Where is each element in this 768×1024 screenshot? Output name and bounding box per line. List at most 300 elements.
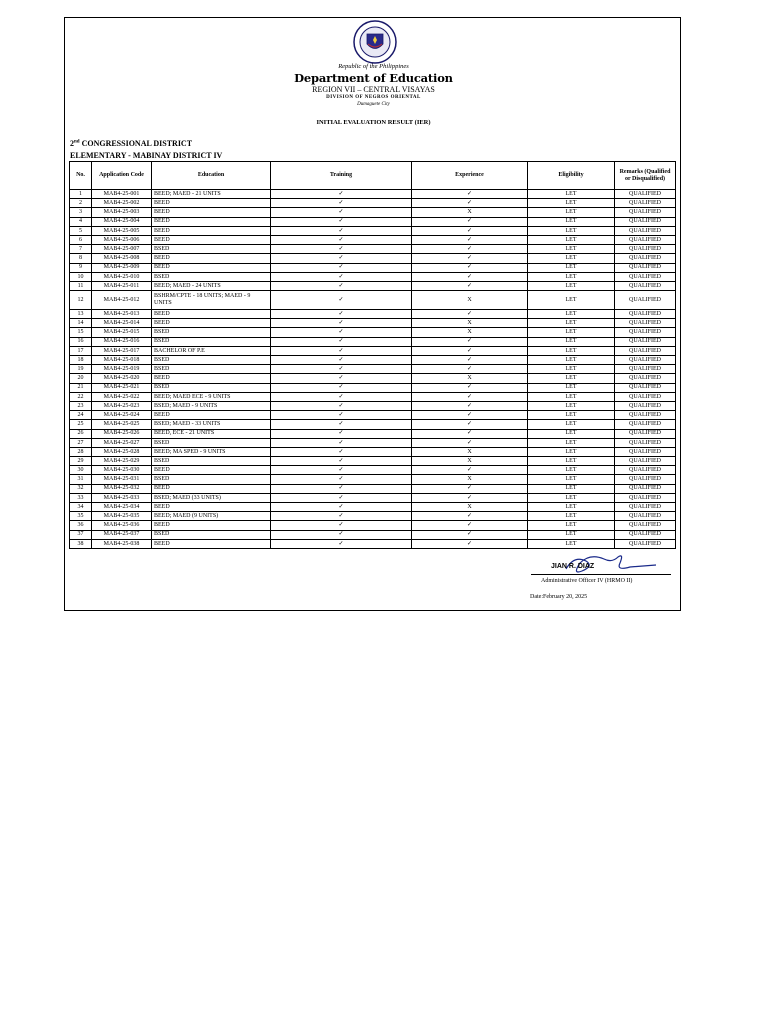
cell-application-code: MAB4-25-034 bbox=[92, 503, 152, 512]
cell-experience: ✓ bbox=[412, 199, 528, 208]
cell-training: ✓ bbox=[271, 356, 412, 365]
col-header-no: No. bbox=[70, 162, 92, 190]
cell-training: ✓ bbox=[271, 466, 412, 475]
cell-experience: X bbox=[412, 374, 528, 383]
cell-eligibility: LET bbox=[528, 457, 615, 466]
cell-experience: ✓ bbox=[412, 235, 528, 244]
cell-remarks: QUALIFIED bbox=[615, 475, 676, 484]
cell-application-code: MAB4-25-026 bbox=[92, 429, 152, 438]
cell-remarks: QUALIFIED bbox=[615, 346, 676, 355]
cell-eligibility: LET bbox=[528, 530, 615, 539]
cell-eligibility: LET bbox=[528, 190, 615, 199]
table-row bbox=[70, 530, 676, 539]
cell-education: BSED bbox=[152, 328, 271, 337]
cell-remarks: QUALIFIED bbox=[615, 539, 676, 548]
cell-experience: ✓ bbox=[412, 512, 528, 521]
congressional-district-heading: 2nd CONGRESSIONAL DISTRICT bbox=[70, 139, 193, 148]
cell-application-code: MAB4-25-023 bbox=[92, 401, 152, 410]
cell-no: 26 bbox=[70, 429, 92, 438]
cell-education: BSED bbox=[152, 245, 271, 254]
table-row bbox=[70, 291, 676, 310]
table-row bbox=[70, 190, 676, 199]
cell-education: BEED bbox=[152, 235, 271, 244]
department-title: Department of Education bbox=[294, 71, 453, 85]
cell-education: BEED bbox=[152, 503, 271, 512]
cell-training: ✓ bbox=[271, 346, 412, 355]
cell-training: ✓ bbox=[271, 493, 412, 502]
cell-no: 11 bbox=[70, 281, 92, 290]
cell-education: BEED bbox=[152, 310, 271, 319]
col-header-remarks: Remarks (Qualified or Disqualified) bbox=[615, 162, 676, 190]
cell-eligibility: LET bbox=[528, 199, 615, 208]
cell-education: BSED bbox=[152, 383, 271, 392]
cell-no: 18 bbox=[70, 356, 92, 365]
cell-remarks: QUALIFIED bbox=[615, 272, 676, 281]
table-row bbox=[70, 337, 676, 346]
cell-application-code: MAB4-25-019 bbox=[92, 365, 152, 374]
cell-remarks: QUALIFIED bbox=[615, 401, 676, 410]
table-row bbox=[70, 493, 676, 502]
table-row bbox=[70, 208, 676, 217]
cell-experience: X bbox=[412, 503, 528, 512]
cell-application-code: MAB4-25-032 bbox=[92, 484, 152, 493]
cell-experience: X bbox=[412, 208, 528, 217]
table-row bbox=[70, 466, 676, 475]
cell-eligibility: LET bbox=[528, 475, 615, 484]
cell-training: ✓ bbox=[271, 447, 412, 456]
cell-remarks: QUALIFIED bbox=[615, 291, 676, 310]
cell-remarks: QUALIFIED bbox=[615, 319, 676, 328]
cell-application-code: MAB4-25-029 bbox=[92, 457, 152, 466]
cell-no: 19 bbox=[70, 365, 92, 374]
table-row bbox=[70, 429, 676, 438]
cell-education: BSED; MAED (33 UNITS) bbox=[152, 493, 271, 502]
cell-application-code: MAB4-25-014 bbox=[92, 319, 152, 328]
cell-no: 13 bbox=[70, 310, 92, 319]
cell-application-code: MAB4-25-006 bbox=[92, 235, 152, 244]
cell-remarks: QUALIFIED bbox=[615, 521, 676, 530]
cell-no: 35 bbox=[70, 512, 92, 521]
cell-application-code: MAB4-25-004 bbox=[92, 217, 152, 226]
cell-education: BEED bbox=[152, 208, 271, 217]
cell-training: ✓ bbox=[271, 291, 412, 310]
col-header-experience: Experience bbox=[412, 162, 528, 190]
table-row bbox=[70, 217, 676, 226]
cell-remarks: QUALIFIED bbox=[615, 383, 676, 392]
cell-training: ✓ bbox=[271, 438, 412, 447]
cell-no: 36 bbox=[70, 521, 92, 530]
cell-application-code: MAB4-25-030 bbox=[92, 466, 152, 475]
cell-eligibility: LET bbox=[528, 254, 615, 263]
cell-no: 6 bbox=[70, 235, 92, 244]
cell-training: ✓ bbox=[271, 208, 412, 217]
cell-eligibility: LET bbox=[528, 226, 615, 235]
cell-no: 16 bbox=[70, 337, 92, 346]
cell-application-code: MAB4-25-003 bbox=[92, 208, 152, 217]
cell-training: ✓ bbox=[271, 310, 412, 319]
cell-experience: ✓ bbox=[412, 530, 528, 539]
cell-eligibility: LET bbox=[528, 512, 615, 521]
table-row bbox=[70, 365, 676, 374]
ier-table bbox=[69, 161, 676, 549]
cell-no: 10 bbox=[70, 272, 92, 281]
cell-training: ✓ bbox=[271, 457, 412, 466]
table-row bbox=[70, 539, 676, 548]
cell-experience: ✓ bbox=[412, 310, 528, 319]
cell-experience: ✓ bbox=[412, 346, 528, 355]
cell-experience: X bbox=[412, 291, 528, 310]
cell-no: 31 bbox=[70, 475, 92, 484]
cell-experience: ✓ bbox=[412, 401, 528, 410]
cell-training: ✓ bbox=[271, 245, 412, 254]
cell-no: 17 bbox=[70, 346, 92, 355]
document-title: INITIAL EVALUATION RESULT (IER) bbox=[316, 119, 431, 126]
cell-no: 7 bbox=[70, 245, 92, 254]
table-row bbox=[70, 411, 676, 420]
cell-eligibility: LET bbox=[528, 539, 615, 548]
table-row bbox=[70, 401, 676, 410]
cell-eligibility: LET bbox=[528, 356, 615, 365]
cell-education: BEED bbox=[152, 226, 271, 235]
cell-application-code: MAB4-25-001 bbox=[92, 190, 152, 199]
cell-education: BACHELOR OF P.E bbox=[152, 346, 271, 355]
table-row bbox=[70, 503, 676, 512]
table-row bbox=[70, 457, 676, 466]
cell-remarks: QUALIFIED bbox=[615, 226, 676, 235]
cell-eligibility: LET bbox=[528, 337, 615, 346]
table-row bbox=[70, 281, 676, 290]
cell-remarks: QUALIFIED bbox=[615, 281, 676, 290]
cell-experience: ✓ bbox=[412, 281, 528, 290]
cell-remarks: QUALIFIED bbox=[615, 420, 676, 429]
cell-application-code: MAB4-25-010 bbox=[92, 272, 152, 281]
cell-training: ✓ bbox=[271, 484, 412, 493]
table-row bbox=[70, 356, 676, 365]
cell-education: BSED; MAED - 33 UNITS bbox=[152, 420, 271, 429]
cell-no: 5 bbox=[70, 226, 92, 235]
cell-remarks: QUALIFIED bbox=[615, 438, 676, 447]
cell-remarks: QUALIFIED bbox=[615, 466, 676, 475]
cell-training: ✓ bbox=[271, 420, 412, 429]
cell-education: BEED bbox=[152, 254, 271, 263]
cell-remarks: QUALIFIED bbox=[615, 235, 676, 244]
cell-eligibility: LET bbox=[528, 281, 615, 290]
cell-remarks: QUALIFIED bbox=[615, 356, 676, 365]
table-row bbox=[70, 346, 676, 355]
cell-experience: ✓ bbox=[412, 272, 528, 281]
cell-eligibility: LET bbox=[528, 208, 615, 217]
cell-education: BEED; MAED (9 UNITS) bbox=[152, 512, 271, 521]
cell-experience: ✓ bbox=[412, 263, 528, 272]
cell-training: ✓ bbox=[271, 383, 412, 392]
cell-experience: X bbox=[412, 328, 528, 337]
cell-no: 1 bbox=[70, 190, 92, 199]
cell-eligibility: LET bbox=[528, 291, 615, 310]
cell-application-code: MAB4-25-027 bbox=[92, 438, 152, 447]
cell-experience: ✓ bbox=[412, 392, 528, 401]
cell-application-code: MAB4-25-038 bbox=[92, 539, 152, 548]
cell-application-code: MAB4-25-015 bbox=[92, 328, 152, 337]
cell-education: BEED bbox=[152, 217, 271, 226]
cell-experience: ✓ bbox=[412, 356, 528, 365]
cell-training: ✓ bbox=[271, 217, 412, 226]
cell-remarks: QUALIFIED bbox=[615, 392, 676, 401]
cell-application-code: MAB4-25-005 bbox=[92, 226, 152, 235]
cell-eligibility: LET bbox=[528, 493, 615, 502]
cell-training: ✓ bbox=[271, 190, 412, 199]
cell-application-code: MAB4-25-016 bbox=[92, 337, 152, 346]
cell-remarks: QUALIFIED bbox=[615, 310, 676, 319]
cell-experience: X bbox=[412, 457, 528, 466]
table-row bbox=[70, 475, 676, 484]
table-row bbox=[70, 392, 676, 401]
cell-remarks: QUALIFIED bbox=[615, 217, 676, 226]
cell-application-code: MAB4-25-025 bbox=[92, 420, 152, 429]
cell-no: 29 bbox=[70, 457, 92, 466]
col-header-training: Training bbox=[271, 162, 412, 190]
cell-eligibility: LET bbox=[528, 401, 615, 410]
table-row bbox=[70, 254, 676, 263]
cell-eligibility: LET bbox=[528, 374, 615, 383]
cell-eligibility: LET bbox=[528, 319, 615, 328]
cell-experience: ✓ bbox=[412, 226, 528, 235]
cell-remarks: QUALIFIED bbox=[615, 411, 676, 420]
cell-remarks: QUALIFIED bbox=[615, 374, 676, 383]
cell-experience: ✓ bbox=[412, 521, 528, 530]
cell-application-code: MAB4-25-035 bbox=[92, 512, 152, 521]
cell-training: ✓ bbox=[271, 374, 412, 383]
table-row bbox=[70, 420, 676, 429]
cell-education: BEED bbox=[152, 411, 271, 420]
cell-application-code: MAB4-25-007 bbox=[92, 245, 152, 254]
cell-eligibility: LET bbox=[528, 411, 615, 420]
cell-no: 24 bbox=[70, 411, 92, 420]
cell-application-code: MAB4-25-024 bbox=[92, 411, 152, 420]
cell-education: BSED bbox=[152, 438, 271, 447]
cell-eligibility: LET bbox=[528, 484, 615, 493]
cell-training: ✓ bbox=[271, 281, 412, 290]
region-text: REGION VII – CENTRAL VISAYAS bbox=[312, 85, 435, 94]
table-row bbox=[70, 512, 676, 521]
cell-education: BSED bbox=[152, 337, 271, 346]
table-row bbox=[70, 310, 676, 319]
cell-experience: ✓ bbox=[412, 217, 528, 226]
col-header-eligibility: Eligibility bbox=[528, 162, 615, 190]
cell-training: ✓ bbox=[271, 254, 412, 263]
cell-application-code: MAB4-25-002 bbox=[92, 199, 152, 208]
cell-application-code: MAB4-25-017 bbox=[92, 346, 152, 355]
cell-training: ✓ bbox=[271, 392, 412, 401]
cell-application-code: MAB4-25-012 bbox=[92, 291, 152, 310]
cell-education: BEED bbox=[152, 521, 271, 530]
cell-experience: ✓ bbox=[412, 539, 528, 548]
cell-experience: X bbox=[412, 475, 528, 484]
cell-education: BEED; MAED ECE - 9 UNITS bbox=[152, 392, 271, 401]
cell-eligibility: LET bbox=[528, 245, 615, 254]
cell-eligibility: LET bbox=[528, 310, 615, 319]
col-header-education: Education bbox=[152, 162, 271, 190]
table-row bbox=[70, 263, 676, 272]
cell-education: BEED bbox=[152, 374, 271, 383]
cell-training: ✓ bbox=[271, 530, 412, 539]
cell-training: ✓ bbox=[271, 429, 412, 438]
cell-education: BEED bbox=[152, 263, 271, 272]
cell-remarks: QUALIFIED bbox=[615, 457, 676, 466]
cell-training: ✓ bbox=[271, 521, 412, 530]
cell-training: ✓ bbox=[271, 328, 412, 337]
cell-application-code: MAB4-25-037 bbox=[92, 530, 152, 539]
division-text: DIVISION OF NEGROS ORIENTAL bbox=[326, 95, 421, 100]
cell-education: BEED; MA SPED - 9 UNITS bbox=[152, 447, 271, 456]
cell-application-code: MAB4-25-009 bbox=[92, 263, 152, 272]
cell-no: 37 bbox=[70, 530, 92, 539]
cell-experience: ✓ bbox=[412, 411, 528, 420]
table-row bbox=[70, 521, 676, 530]
cell-remarks: QUALIFIED bbox=[615, 484, 676, 493]
cell-no: 32 bbox=[70, 484, 92, 493]
deped-seal-icon bbox=[353, 20, 397, 64]
cell-application-code: MAB4-25-018 bbox=[92, 356, 152, 365]
cell-education: BSHRM/CPTE - 18 UNITS; MAED - 9 UNITS bbox=[152, 291, 271, 310]
cell-no: 14 bbox=[70, 319, 92, 328]
table-header-row bbox=[70, 162, 676, 190]
cell-remarks: QUALIFIED bbox=[615, 254, 676, 263]
cell-experience: ✓ bbox=[412, 466, 528, 475]
cell-eligibility: LET bbox=[528, 420, 615, 429]
table-row bbox=[70, 199, 676, 208]
cell-eligibility: LET bbox=[528, 521, 615, 530]
cell-eligibility: LET bbox=[528, 346, 615, 355]
cell-no: 22 bbox=[70, 392, 92, 401]
cell-education: BSED bbox=[152, 356, 271, 365]
cell-remarks: QUALIFIED bbox=[615, 190, 676, 199]
cell-remarks: QUALIFIED bbox=[615, 365, 676, 374]
cell-education: BEED bbox=[152, 539, 271, 548]
table-row bbox=[70, 484, 676, 493]
cell-education: BSED; MAED - 9 UNITS bbox=[152, 401, 271, 410]
cell-training: ✓ bbox=[271, 319, 412, 328]
cell-training: ✓ bbox=[271, 199, 412, 208]
cell-no: 20 bbox=[70, 374, 92, 383]
cell-eligibility: LET bbox=[528, 272, 615, 281]
cell-education: BEED; MAED - 21 UNITS bbox=[152, 190, 271, 199]
cell-eligibility: LET bbox=[528, 217, 615, 226]
cell-remarks: QUALIFIED bbox=[615, 245, 676, 254]
cell-application-code: MAB4-25-031 bbox=[92, 475, 152, 484]
cell-training: ✓ bbox=[271, 512, 412, 521]
cell-experience: ✓ bbox=[412, 365, 528, 374]
cell-eligibility: LET bbox=[528, 447, 615, 456]
cell-eligibility: LET bbox=[528, 466, 615, 475]
cell-remarks: QUALIFIED bbox=[615, 337, 676, 346]
cell-application-code: MAB4-25-008 bbox=[92, 254, 152, 263]
cell-training: ✓ bbox=[271, 226, 412, 235]
cell-eligibility: LET bbox=[528, 383, 615, 392]
cell-no: 9 bbox=[70, 263, 92, 272]
signatory-name: JIAN R. DIAZ bbox=[551, 563, 595, 570]
cell-training: ✓ bbox=[271, 401, 412, 410]
cell-remarks: QUALIFIED bbox=[615, 493, 676, 502]
cell-education: BEED bbox=[152, 319, 271, 328]
cell-remarks: QUALIFIED bbox=[615, 429, 676, 438]
cell-education: BEED, ECE - 21 UNITS bbox=[152, 429, 271, 438]
cell-eligibility: LET bbox=[528, 263, 615, 272]
cell-education: BSED bbox=[152, 530, 271, 539]
cell-eligibility: LET bbox=[528, 438, 615, 447]
cell-no: 25 bbox=[70, 420, 92, 429]
cell-experience: ✓ bbox=[412, 337, 528, 346]
cell-experience: ✓ bbox=[412, 438, 528, 447]
cell-no: 4 bbox=[70, 217, 92, 226]
table-row bbox=[70, 319, 676, 328]
cell-no: 12 bbox=[70, 291, 92, 310]
cell-experience: ✓ bbox=[412, 383, 528, 392]
cell-training: ✓ bbox=[271, 475, 412, 484]
table-row bbox=[70, 374, 676, 383]
cell-education: BSED bbox=[152, 365, 271, 374]
cell-no: 21 bbox=[70, 383, 92, 392]
cell-remarks: QUALIFIED bbox=[615, 503, 676, 512]
cell-eligibility: LET bbox=[528, 392, 615, 401]
cell-experience: ✓ bbox=[412, 190, 528, 199]
signatory-title: Administrative Officer IV (HRMO II) bbox=[541, 578, 633, 584]
cell-education: BSED bbox=[152, 272, 271, 281]
cell-experience: ✓ bbox=[412, 429, 528, 438]
document-date: Date:February 20, 2025 bbox=[530, 594, 588, 600]
cell-training: ✓ bbox=[271, 503, 412, 512]
cell-training: ✓ bbox=[271, 365, 412, 374]
cell-remarks: QUALIFIED bbox=[615, 199, 676, 208]
cell-experience: ✓ bbox=[412, 484, 528, 493]
cell-application-code: MAB4-25-036 bbox=[92, 521, 152, 530]
cell-education: BSED bbox=[152, 457, 271, 466]
table-row bbox=[70, 447, 676, 456]
cell-training: ✓ bbox=[271, 337, 412, 346]
cell-application-code: MAB4-25-020 bbox=[92, 374, 152, 383]
cell-no: 2 bbox=[70, 199, 92, 208]
cell-remarks: QUALIFIED bbox=[615, 447, 676, 456]
table-row bbox=[70, 272, 676, 281]
cell-application-code: MAB4-25-022 bbox=[92, 392, 152, 401]
cell-education: BSED bbox=[152, 475, 271, 484]
cell-education: BEED bbox=[152, 199, 271, 208]
table-row bbox=[70, 235, 676, 244]
cell-no: 28 bbox=[70, 447, 92, 456]
cell-no: 34 bbox=[70, 503, 92, 512]
table-row bbox=[70, 383, 676, 392]
cell-eligibility: LET bbox=[528, 235, 615, 244]
cell-application-code: MAB4-25-033 bbox=[92, 493, 152, 502]
cell-training: ✓ bbox=[271, 411, 412, 420]
cell-experience: ✓ bbox=[412, 254, 528, 263]
cell-no: 27 bbox=[70, 438, 92, 447]
cell-remarks: QUALIFIED bbox=[615, 208, 676, 217]
table-row bbox=[70, 245, 676, 254]
cell-training: ✓ bbox=[271, 235, 412, 244]
cell-no: 38 bbox=[70, 539, 92, 548]
cell-application-code: MAB4-25-021 bbox=[92, 383, 152, 392]
cell-training: ✓ bbox=[271, 539, 412, 548]
signature-line bbox=[531, 574, 671, 575]
cell-application-code: MAB4-25-028 bbox=[92, 447, 152, 456]
cell-application-code: MAB4-25-013 bbox=[92, 310, 152, 319]
cell-no: 3 bbox=[70, 208, 92, 217]
cell-application-code: MAB4-25-011 bbox=[92, 281, 152, 290]
cell-training: ✓ bbox=[271, 272, 412, 281]
elementary-district-heading: ELEMENTARY - MABINAY DISTRICT IV bbox=[70, 151, 223, 160]
cell-education: BEED bbox=[152, 484, 271, 493]
cell-no: 8 bbox=[70, 254, 92, 263]
